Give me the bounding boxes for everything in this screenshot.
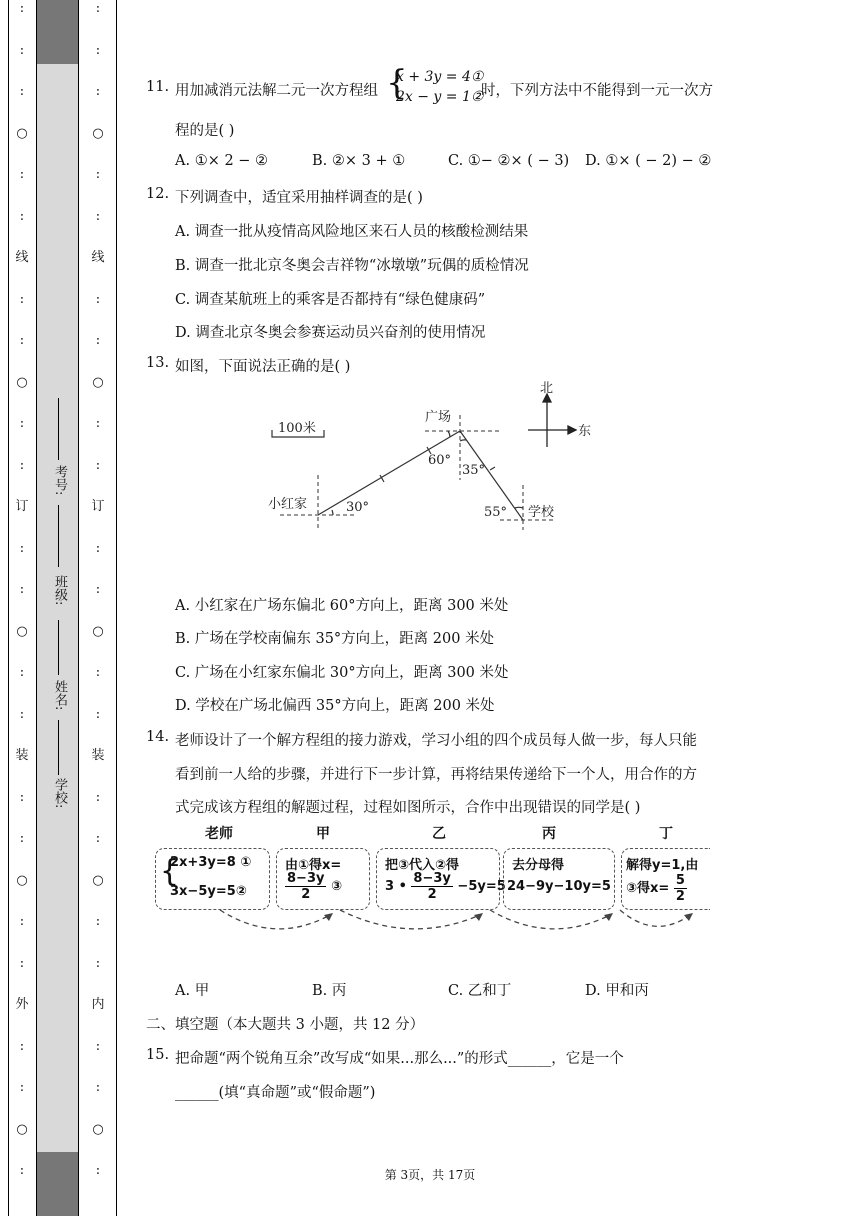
- seal-mark: ○: [16, 872, 28, 888]
- q11-eq2: 2x − y = 1②: [396, 89, 484, 105]
- seal-mark: :: [19, 208, 25, 224]
- seal-mark: :: [19, 416, 25, 431]
- q13-east-label: 东: [578, 424, 592, 439]
- q14-role-bing: 丙: [542, 826, 556, 842]
- q14-bing-line1: 去分母得: [512, 858, 565, 873]
- seal-mark: 订: [91, 499, 105, 514]
- q14-box-bing: [503, 848, 615, 910]
- q14-option-c[interactable]: C. 乙和丁: [448, 983, 512, 999]
- q14-role-jia: 甲: [316, 826, 330, 842]
- q14-ding-line2: ③得x=: [626, 881, 670, 896]
- seal-mark: ○: [92, 623, 104, 639]
- q13-angle-30: 30°: [346, 500, 370, 515]
- seal-mark: 线: [15, 250, 29, 265]
- seal-mark: :: [95, 416, 101, 431]
- q14-ding-line1: 解得y=1,由: [626, 858, 699, 873]
- q13-scale-label: 100米: [278, 421, 316, 436]
- q14-ding-num: 5: [675, 873, 685, 888]
- dark-block-bottom: [37, 1152, 78, 1216]
- seal-mark: :: [19, 665, 25, 680]
- q14-jia-num: 8−3y: [287, 871, 325, 886]
- q11-option-b[interactable]: B. ②× 3 + ①: [312, 153, 406, 169]
- q13-text: 如图，下面说法正确的是( ): [175, 359, 351, 375]
- field-exam-no: 考号:: [52, 465, 67, 496]
- seal-mark: ○: [92, 872, 104, 888]
- q13-north-label: 北: [540, 381, 554, 396]
- seal-mark: :: [19, 1, 25, 16]
- q14-line-1: 老师设计了一个解方程组的接力游戏，学习小组的四个成员每人做一步，每人只能: [175, 733, 697, 749]
- seal-mark: ○: [16, 623, 28, 639]
- field-school-line: [58, 720, 59, 775]
- q14-option-a[interactable]: A. 甲: [175, 983, 210, 999]
- field-name: 姓名:: [52, 680, 67, 711]
- seal-mark: 装: [15, 748, 29, 763]
- q13-option-c[interactable]: C. 广场在小红家东偏北 30°方向上，距离 300 米处: [175, 665, 509, 681]
- field-class: 班级:: [52, 575, 67, 606]
- q15-line-1: 把命题“两个锐角互余”改写成“如果...那么...”的形式______，它是一个: [175, 1051, 624, 1067]
- q13-option-a[interactable]: A. 小红家在广场东偏北 60°方向上，距离 300 米处: [175, 598, 509, 614]
- seal-mark: :: [95, 208, 101, 224]
- q14-jia-line1: 由①得x=: [285, 858, 342, 873]
- q11-number: 11.: [146, 79, 170, 95]
- seal-mark: :: [95, 914, 101, 929]
- seal-mark: :: [95, 831, 101, 846]
- q13-angle-60: 60°: [428, 453, 452, 468]
- q13-angle-35: 35°: [462, 463, 486, 478]
- seal-mark: :: [19, 457, 25, 473]
- seal-mark: :: [95, 955, 101, 971]
- seal-mark: :: [95, 665, 101, 680]
- seal-mark: :: [19, 706, 25, 722]
- seal-mark: ○: [16, 1121, 28, 1137]
- seal-mark: :: [19, 955, 25, 971]
- seal-mark: :: [95, 1163, 101, 1178]
- q11-option-d[interactable]: D. ①× ( − 2) − ②: [585, 153, 712, 169]
- seal-mark: :: [95, 1, 101, 16]
- q12-option-d[interactable]: D. 调查北京冬奥会参赛运动员兴奋剂的使用情况: [175, 325, 486, 341]
- q11-text-b: 时，下列方法中不能得到一元一次方: [481, 83, 713, 99]
- seal-mark: ○: [92, 374, 104, 390]
- field-name-line: [58, 620, 59, 675]
- q15-number: 15.: [146, 1047, 170, 1063]
- seal-mark: :: [95, 706, 101, 722]
- seal-mark: ○: [92, 1121, 104, 1137]
- q14-relay-arrows: [200, 905, 700, 945]
- q14-number: 14.: [146, 729, 170, 745]
- q13-plaza-label: 广场: [425, 410, 452, 425]
- q11-text-c: 程的是( ): [175, 123, 235, 139]
- q13-option-b[interactable]: B. 广场在学校南偏东 35°方向上，距离 200 米处: [175, 631, 495, 647]
- field-school: 学校:: [52, 778, 67, 809]
- seal-mark: :: [19, 582, 25, 597]
- q14-box-jia: [276, 848, 370, 910]
- q14-option-d[interactable]: D. 甲和丙: [585, 983, 649, 999]
- seal-mark: :: [95, 789, 101, 805]
- seal-mark: :: [95, 1080, 101, 1095]
- q14-yi-num: 8−3y: [413, 871, 451, 886]
- q14-yi-pre: 3 •: [385, 879, 407, 894]
- seal-mark: 订: [15, 499, 29, 514]
- seal-mark: 外: [15, 997, 29, 1012]
- q13-option-d[interactable]: D. 学校在广场北偏西 35°方向上，距离 200 米处: [175, 698, 495, 714]
- q14-box-ding: [621, 848, 710, 910]
- q14-jia-den: 2: [301, 887, 311, 902]
- q14-option-b[interactable]: B. 丙: [312, 983, 347, 999]
- seal-mark: ○: [16, 374, 28, 390]
- q14-line-3: 式完成该方程组的解题过程，过程如图所示，合作中出现错误的同学是( ): [175, 800, 641, 816]
- q14-teacher-eq2: 3x−5y=5②: [170, 884, 247, 899]
- q13-home-label: 小红家: [268, 497, 308, 512]
- q14-yi-den: 2: [427, 887, 437, 902]
- seal-mark: :: [95, 457, 101, 473]
- seal-mark: :: [95, 84, 101, 99]
- seal-mark: 装: [91, 748, 105, 763]
- q12-text: 下列调查中，适宜采用抽样调查的是( ): [175, 190, 423, 206]
- q11-brace: {: [386, 63, 408, 103]
- field-class-line: [58, 505, 59, 567]
- q14-jia-tag: ③: [331, 879, 343, 894]
- q13-angle-55: 55°: [484, 505, 508, 520]
- seal-mark: :: [95, 333, 101, 348]
- q11-text-a: 用加减消元法解二元一次方程组: [175, 83, 378, 99]
- seal-mark: :: [19, 291, 25, 307]
- q13-school-label: 学校: [528, 505, 555, 520]
- page-footer: 第 3页，共 17页: [384, 1168, 476, 1182]
- seal-mark: :: [95, 291, 101, 307]
- section-2-heading: 二、填空题（本大题共 3 小题，共 12 分）: [146, 1017, 425, 1033]
- seal-mark: :: [95, 167, 101, 182]
- seal-mark: :: [95, 42, 101, 58]
- q11-option-a[interactable]: A. ①× 2 − ②: [175, 153, 269, 169]
- q14-bing-line2: 24−9y−10y=5: [507, 879, 611, 894]
- seal-mark: :: [19, 1163, 25, 1178]
- seal-mark: :: [19, 789, 25, 805]
- q12-option-c[interactable]: C. 调查某航班上的乘客是否都持有“绿色健康码”: [175, 292, 486, 308]
- q14-box-yi: [376, 848, 506, 910]
- q14-box-teacher: { 2x+3y=8 ① 3x−5y=5②: [155, 848, 270, 910]
- seal-mark: :: [19, 914, 25, 929]
- q13-number: 13.: [146, 355, 170, 371]
- q11-eq1: x + 3y = 4①: [396, 69, 484, 85]
- q12-option-a[interactable]: A. 调查一批从疫情高风险地区来石人员的核酸检测结果: [175, 224, 529, 240]
- seal-mark: :: [95, 540, 101, 556]
- q14-role-teacher: 老师: [205, 826, 233, 842]
- seal-mark: :: [19, 1080, 25, 1095]
- q14-line-2: 看到前一人给的步骤，并进行下一步计算，再将结果传递给下一个人，用合作的方: [175, 767, 697, 783]
- seal-mark: :: [19, 167, 25, 182]
- q11-option-c[interactable]: C. ①− ②× ( − 3): [448, 153, 570, 169]
- q12-option-b[interactable]: B. 调查一批北京冬奥会吉祥物“冰墩墩”玩偶的质检情况: [175, 258, 529, 274]
- q15-line-2: ______(填“真命题”或“假命题”): [175, 1085, 376, 1101]
- gray-strip: [37, 0, 78, 1216]
- seal-mark: :: [19, 84, 25, 99]
- seal-mark: ○: [16, 125, 28, 141]
- dark-block-top: [37, 0, 78, 64]
- seal-mark: 内: [91, 997, 105, 1012]
- seal-mark: :: [19, 1038, 25, 1054]
- q12-number: 12.: [146, 186, 170, 202]
- q14-yi-line1: 把③代入②得: [385, 858, 460, 873]
- seal-mark: :: [19, 333, 25, 348]
- seal-mark: :: [95, 582, 101, 597]
- q14-role-yi: 乙: [432, 826, 446, 842]
- q14-role-ding: 丁: [659, 826, 673, 842]
- seal-mark: :: [95, 1038, 101, 1054]
- seal-mark: :: [19, 831, 25, 846]
- seal-mark: ○: [92, 125, 104, 141]
- seal-mark: :: [19, 42, 25, 58]
- q13-direction-figure: [260, 380, 600, 530]
- q14-yi-post: −5y=5: [457, 879, 506, 894]
- seal-mark: :: [19, 540, 25, 556]
- q14-teacher-eq1: 2x+3y=8 ①: [170, 855, 252, 870]
- q14-ding-den: 2: [675, 889, 685, 904]
- field-exam-no-line: [58, 398, 59, 460]
- seal-mark: 线: [91, 250, 105, 265]
